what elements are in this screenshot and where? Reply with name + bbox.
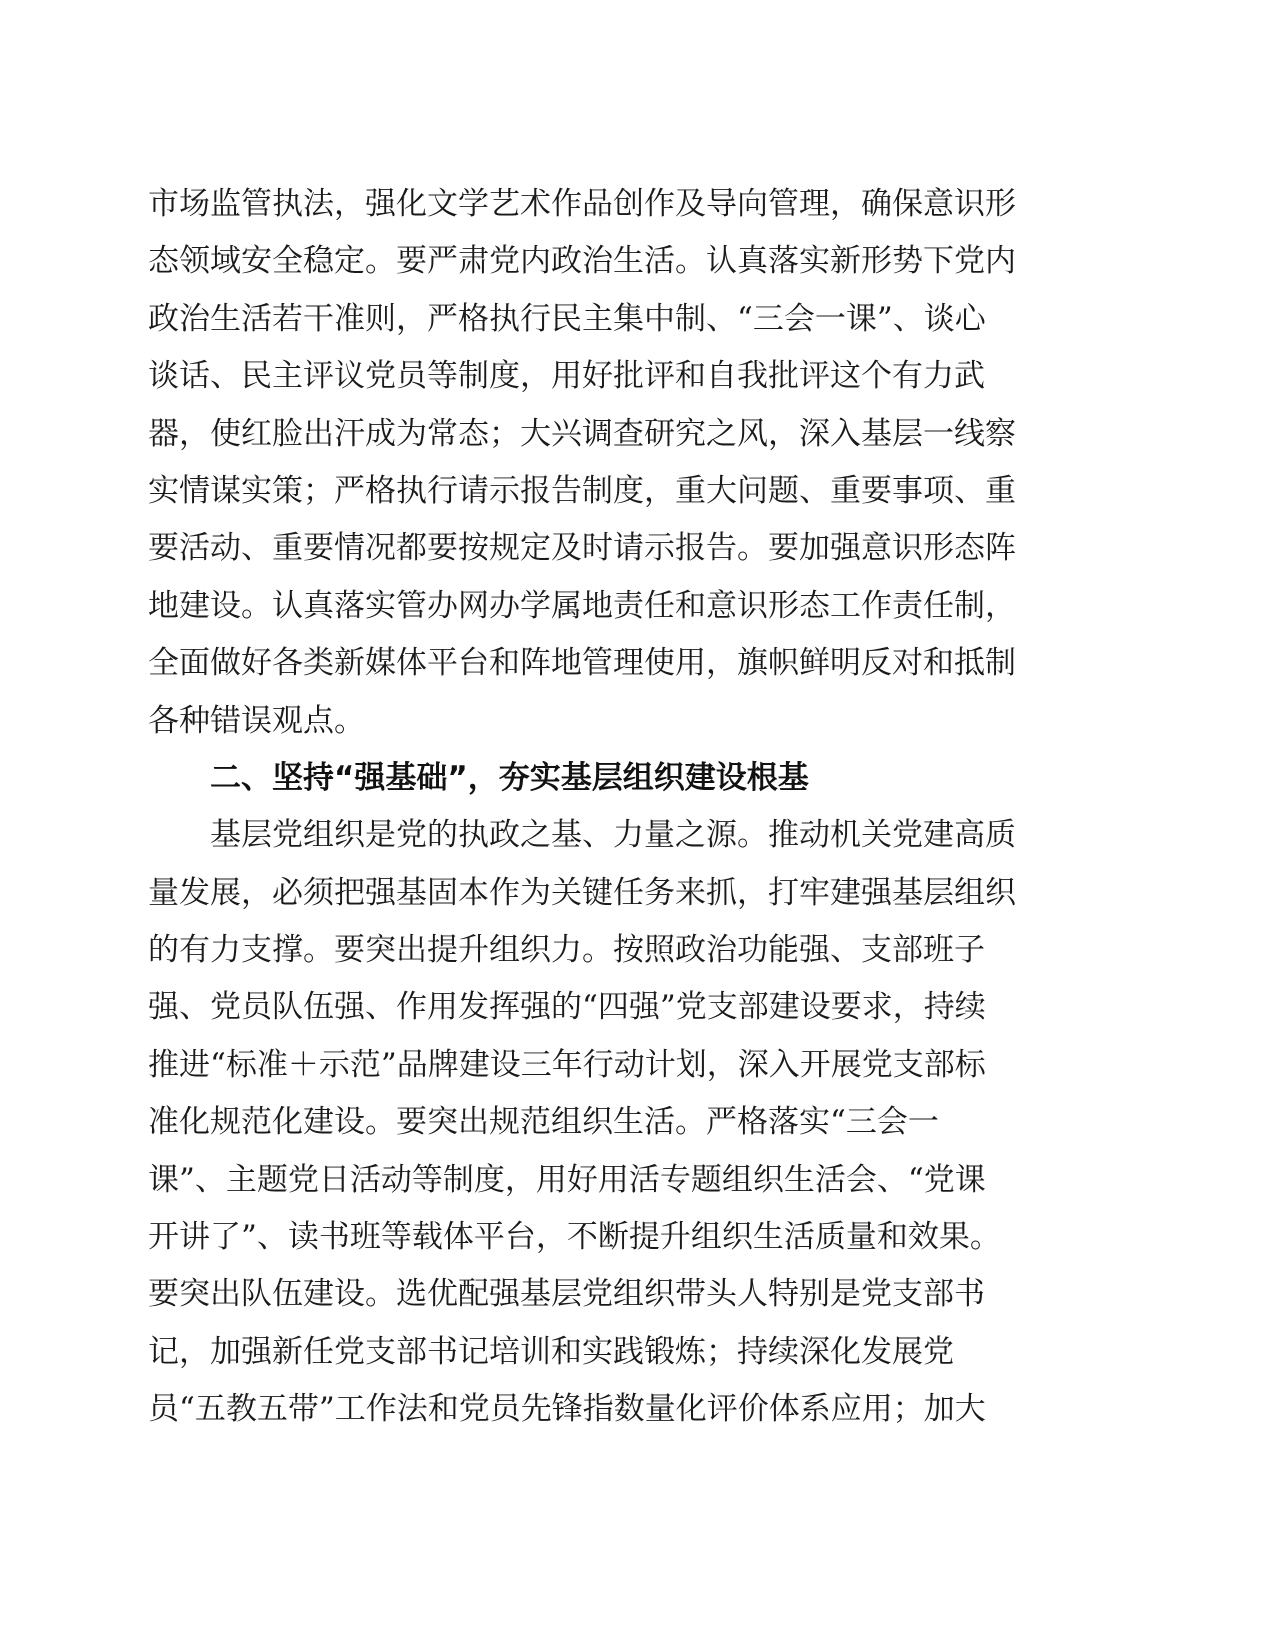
paragraph-line: 员“五教五带”工作法和党员先锋指数量化评价体系应用；加大 [148, 1391, 986, 1428]
paragraph-line: 政治生活若干准则，严格执行民主集中制、“三会一课”、谈心 [148, 300, 986, 337]
document-body [148, 176, 1048, 1439]
section-heading: 二、坚持“强基础”，夯实基层组织建设根基 [210, 759, 809, 796]
paragraph-line: 量发展，必须把强基固本作为关键任务来抓，打牢建强基层组织 [148, 874, 1016, 911]
paragraph-line: 记，加强新任党支部书记培训和实践锻炼；持续深化发展党 [148, 1333, 954, 1370]
paragraph-line: 推进“标准＋示范”品牌建设三年行动计划，深入开展党支部标 [148, 1046, 986, 1083]
paragraph-line: 准化规范化建设。要突出规范组织生活。严格落实“三会一 [148, 1104, 939, 1141]
paragraph-line: 基层党组织是党的执政之基、力量之源。推动机关党建高质 [210, 817, 1016, 854]
paragraph-line: 市场监管执法，强化文学艺术作品创作及导向管理，确保意识形 [148, 186, 1016, 222]
paragraph-line: 的有力支撑。要突出提升组织力。按照政治功能强、支部班子 [148, 932, 985, 969]
paragraph-line: 各种错误观点。 [148, 702, 365, 739]
paragraph-line: 器，使红脸出汗成为常态；大兴调查研究之风，深入基层一线察 [148, 415, 1016, 452]
paragraph-line: 全面做好各类新媒体平台和阵地管理使用，旗帜鲜明反对和抵制 [148, 645, 1016, 682]
paragraph-line: 开讲了”、读书班等载体平台，不断提升组织生活质量和效果。 [148, 1219, 1001, 1256]
paragraph-line: 地建设。认真落实管办网办学属地责任和意识形态工作责任制， [148, 587, 1016, 624]
paragraph-line: 态领域安全稳定。要严肃党内政治生活。认真落实新形势下党内 [148, 243, 1016, 280]
paragraph-line: 要活动、重要情况都要按规定及时请示报告。要加强意识形态阵 [148, 530, 1016, 567]
paragraph-line: 课”、主题党日活动等制度，用好用活专题组织生活会、“党课 [148, 1161, 986, 1198]
paragraph-line: 要突出队伍建设。选优配强基层党组织带头人特别是党支部书 [148, 1276, 985, 1313]
paragraph-line: 实情谋实策；严格执行请示报告制度，重大问题、重要事项、重 [148, 472, 1016, 509]
paragraph-line: 谈话、民主评议党员等制度，用好批评和自我批评这个有力武 [148, 358, 985, 395]
paragraph-line: 强、党员队伍强、作用发挥强的“四强”党支部建设要求，持续 [148, 989, 986, 1026]
